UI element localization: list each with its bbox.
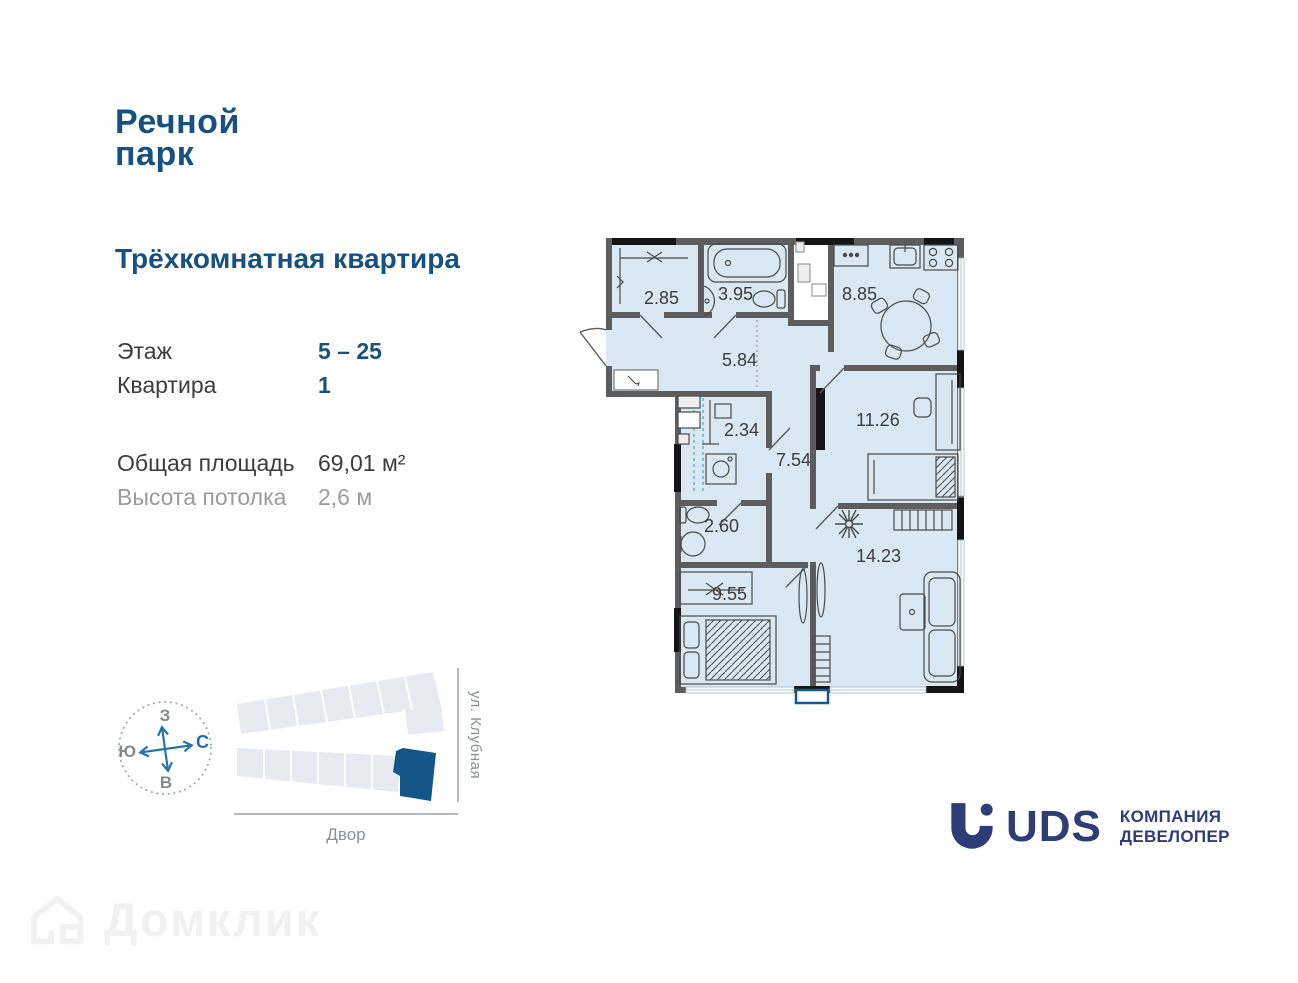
floor-plan <box>606 238 964 694</box>
room-label-kitchen: 8.85 <box>842 284 878 304</box>
yard-label: Двор <box>326 825 366 844</box>
room-label-bedroom-2: 9.55 <box>712 584 748 604</box>
developer-logo <box>948 802 1230 852</box>
total-area-value: 69,01 м² <box>318 450 406 476</box>
uds-wordmark: UDS <box>1006 802 1102 851</box>
detail-row-ceiling <box>117 484 547 511</box>
detail-row-apartment <box>117 372 547 399</box>
floor-value: 5 – 25 <box>318 338 382 364</box>
compass <box>112 694 220 802</box>
room-label-living: 14.23 <box>856 546 902 566</box>
ceiling-height-label: Высота потолка <box>117 484 287 510</box>
compass-north-label: С <box>196 732 209 752</box>
logo-line-2: парк <box>115 135 195 174</box>
highlighted-building-section <box>393 748 436 801</box>
watermark-text: Домклик <box>104 892 322 946</box>
uds-caption-line-1: КОМПАНИЯ <box>1119 806 1222 826</box>
room-label-bedroom-1: 11.26 <box>856 410 900 430</box>
balcony-door-marker <box>796 690 828 703</box>
apartment-number-value: 1 <box>318 372 331 398</box>
room-label-bathroom: 3.95 <box>718 284 754 304</box>
building-wing-lower <box>237 748 400 792</box>
brand-logo <box>115 103 240 174</box>
room-label-toilet: 2.60 <box>704 516 740 536</box>
uds-caption-line-2: ДЕВЕЛОПЕР <box>1119 827 1230 846</box>
room-label-hallway: 5.84 <box>722 350 758 370</box>
detail-row-floor <box>117 338 547 365</box>
compass-arrows <box>137 723 195 774</box>
compass-south-label: Ю <box>118 742 136 761</box>
room-label-laundry: 2.34 <box>724 420 760 440</box>
street-label: ул. Клубная <box>467 690 484 780</box>
compass-east-label: В <box>159 773 173 792</box>
apartment-title: Трёхкомнатная квартира <box>115 243 460 274</box>
room-label-corridor: 7.54 <box>776 450 812 470</box>
floor-label: Этаж <box>117 338 172 364</box>
uds-caption <box>1120 807 1230 847</box>
logo-line-1: Речной <box>115 103 240 141</box>
domclick-watermark <box>26 888 321 950</box>
building-wing-upper <box>237 672 444 735</box>
house-icon <box>26 888 88 950</box>
detail-row-area <box>117 450 547 477</box>
room-label-wardrobe: 2.85 <box>644 288 680 308</box>
ceiling-height-value: 2,6 м <box>318 484 373 510</box>
compass-west-label: З <box>159 706 171 725</box>
uds-icon <box>948 802 996 852</box>
apartment-number-label: Квартира <box>117 372 217 398</box>
site-plan <box>228 660 484 856</box>
total-area-label: Общая площадь <box>117 450 295 476</box>
